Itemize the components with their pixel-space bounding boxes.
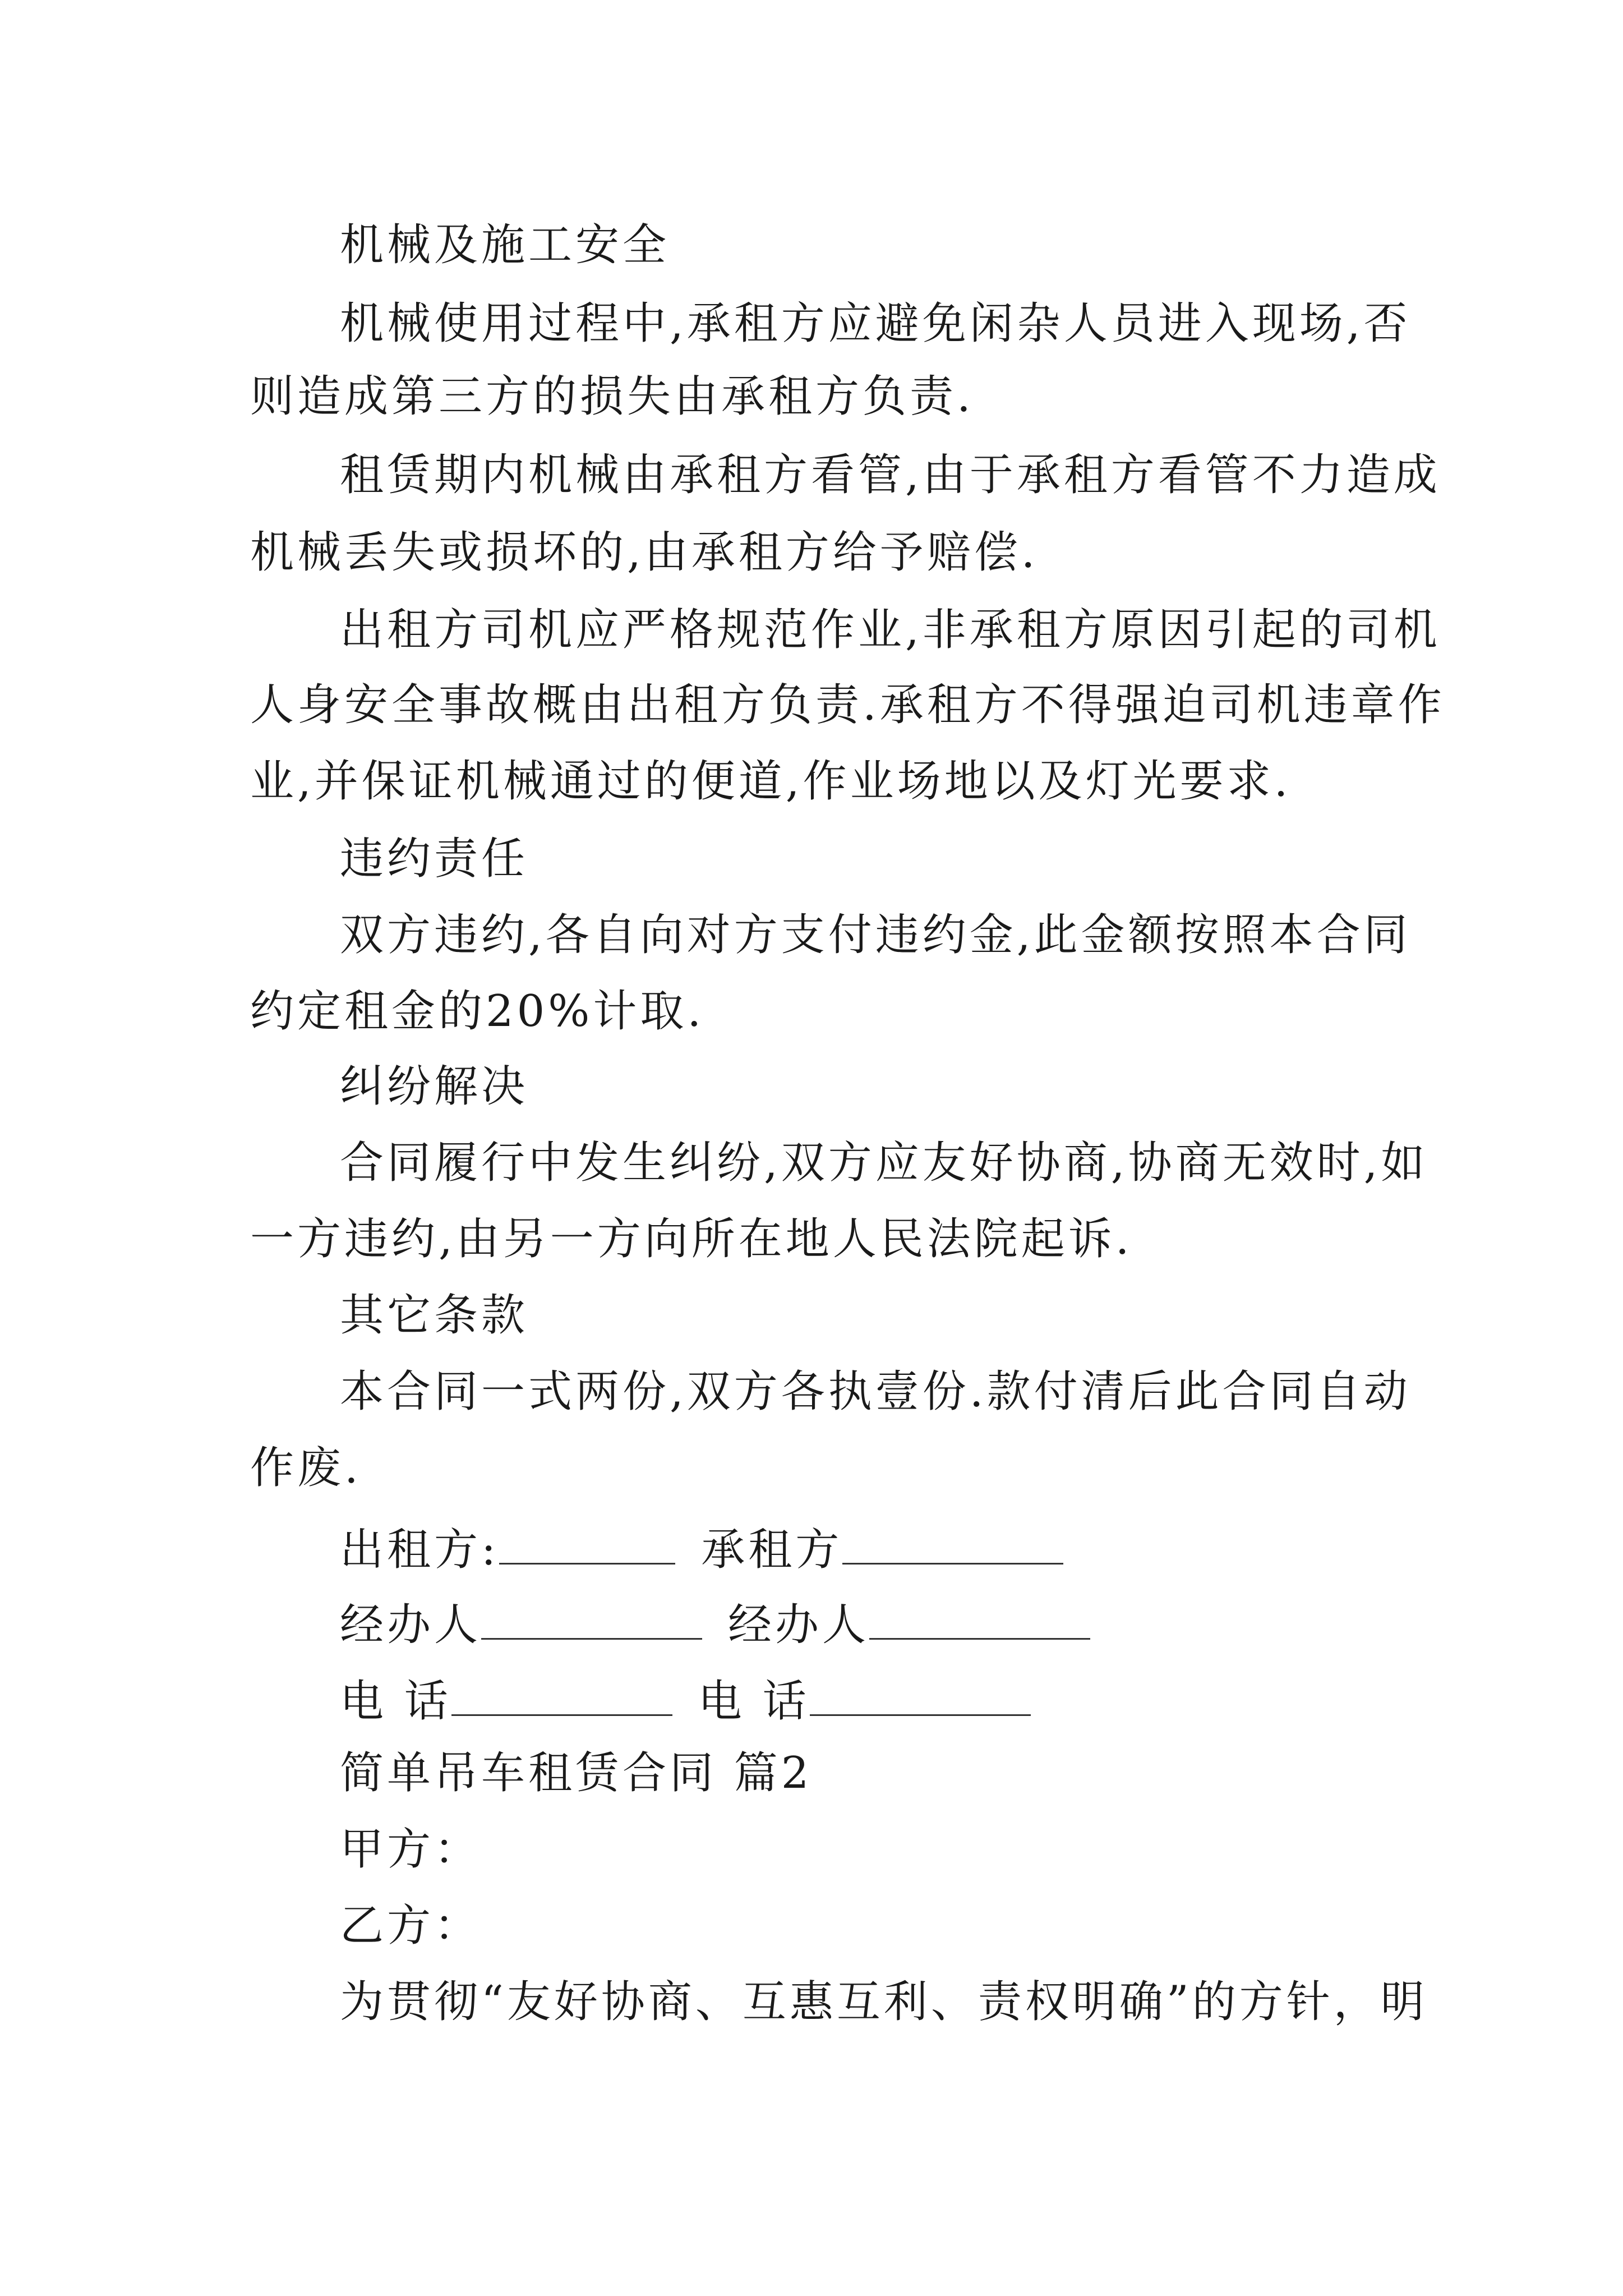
paragraph-line: 本合同一式两份,双方各执壹份.款付清后此合同自动	[340, 1366, 1411, 1417]
section-heading-other: 其它条款	[340, 1290, 529, 1341]
lessee-label: 承租方	[701, 1525, 843, 1575]
paragraph-line: 双方违约,各自向对方支付违约金,此金额按照本合同	[340, 910, 1411, 960]
paragraph-line: 出租方司机应严格规范作业,非承租方原因引起的司机	[340, 605, 1441, 655]
section-heading-dispute: 纠纷解决	[340, 1061, 529, 1112]
section-heading-breach: 违约责任	[340, 834, 529, 884]
signature-row-phone	[340, 1675, 1031, 1727]
lessor-blank-line[interactable]	[499, 1524, 675, 1565]
paragraph-line: 一方违约,由另一方向所在地人民法院起诉.	[250, 1214, 1133, 1264]
paragraph-line: 合同履行中发生纠纷,双方应友好协商,协商无效时,如	[340, 1138, 1428, 1188]
section-heading-safety: 机械及施工安全	[340, 220, 670, 270]
paragraph-line: 则造成第三方的损失由承租方负责.	[250, 371, 974, 422]
paragraph-line: 为贯彻“友好协商、互惠互利、责权明确”的方针，明	[340, 1977, 1428, 2027]
paragraph-line: 约定租金的20%计取.	[250, 986, 705, 1037]
paragraph-line: 租赁期内机械由承租方看管,由于承租方看管不力造成	[340, 450, 1441, 500]
contract2-title: 简单吊车租赁合同 篇2	[340, 1748, 813, 1798]
paragraph-line: 机械丢失或损坏的,由承租方给予赔偿.	[250, 527, 1039, 578]
phone-left-label: 电 话	[340, 1676, 451, 1727]
paragraph-line: 作废.	[250, 1443, 362, 1493]
paragraph-line: 业,并保证机械通过的便道,作业场地以及灯光要求.	[250, 756, 1292, 807]
phone-right-blank-line[interactable]	[810, 1675, 1031, 1716]
agent-left-label: 经办人	[340, 1600, 482, 1650]
agent-right-label: 经办人	[728, 1600, 870, 1650]
party-b-label: 乙方：	[340, 1901, 482, 1951]
agent-left-blank-line[interactable]	[481, 1599, 702, 1640]
phone-left-blank-line[interactable]	[451, 1675, 672, 1716]
paragraph-line: 机械使用过程中,承租方应避免闲杂人员进入现场,否	[340, 298, 1411, 349]
paragraph-line: 人身安全事故概由出租方负责.承租方不得强迫司机违章作	[250, 680, 1445, 730]
phone-right-label: 电 话	[698, 1676, 810, 1727]
signature-row-agent	[340, 1599, 1090, 1650]
party-a-label: 甲方：	[340, 1824, 482, 1875]
lessee-blank-line[interactable]	[842, 1524, 1063, 1565]
agent-right-blank-line[interactable]	[869, 1599, 1090, 1640]
signature-row-party	[340, 1524, 1063, 1575]
lessor-label: 出租方:	[340, 1525, 500, 1575]
